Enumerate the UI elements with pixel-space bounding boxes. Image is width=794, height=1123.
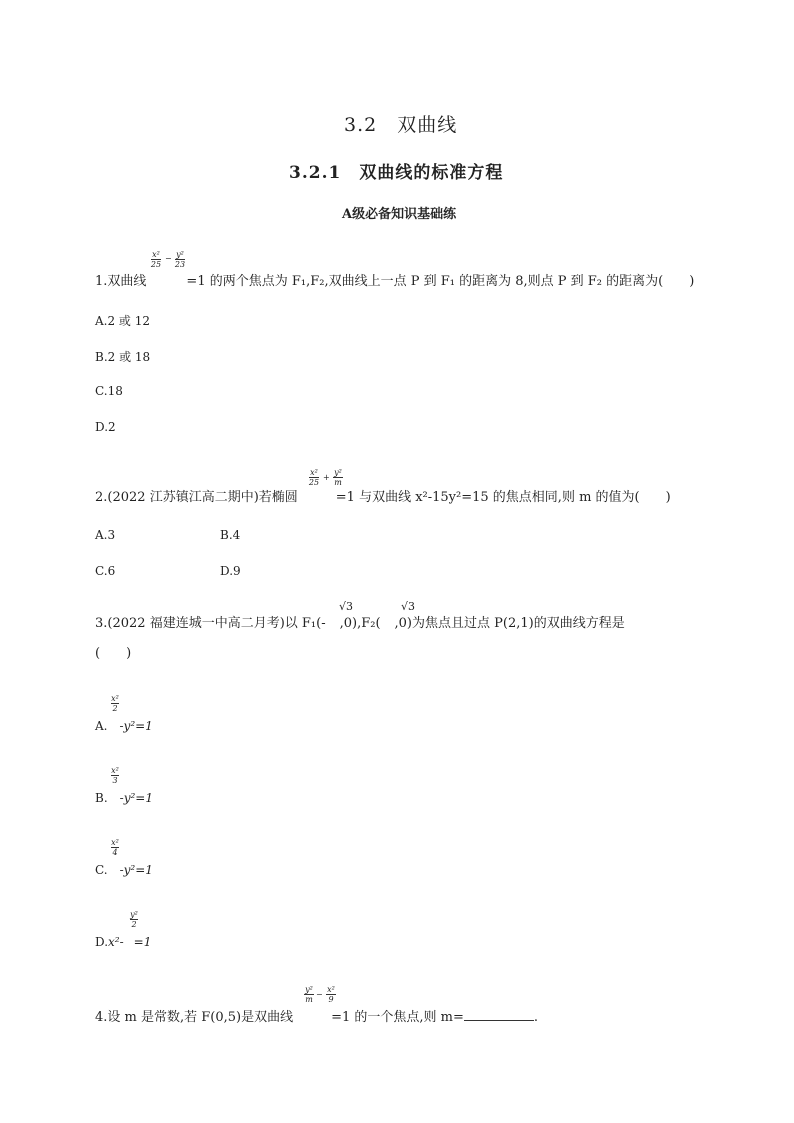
q3-sqrt-1: √3 <box>339 600 354 613</box>
q1-minus: − <box>165 254 172 263</box>
q4-minus: − <box>316 990 323 999</box>
q3-number: 3. <box>95 616 108 631</box>
q1-option-b[interactable]: B.2 或 18 <box>95 350 151 364</box>
q4-fraction-1: y² m <box>305 985 313 1004</box>
q3-option-c[interactable]: C. -y²=1 <box>95 863 153 877</box>
q4-answer-blank[interactable] <box>464 1008 534 1021</box>
q2-fraction-1: x² 25 <box>308 468 320 487</box>
q3-stem-line-1: 3.(2022 福建连城一中高二月考)以 F₁(- ,0),F₂( ,0)为焦点且过点 P(2,1)的双曲线方程是 <box>95 616 625 631</box>
q1-stem: 1.双曲线 =1 的两个焦点为 F₁,F₂,双曲线上一点 P 到 F₁ 的距离为 8,则点 P 到 F₂ 的距离为( ) <box>95 274 695 289</box>
q2-plus: + <box>323 473 330 482</box>
q3-option-b[interactable]: B. -y²=1 <box>95 791 153 805</box>
q2-option-c[interactable]: C.6 <box>95 564 116 578</box>
q2-fraction-2: y² m <box>334 468 342 487</box>
section-title: 3.2 双曲线 <box>344 114 458 136</box>
q3-option-b-fraction: x² 3 <box>111 766 119 785</box>
q3-option-a-fraction: x² 2 <box>111 694 119 713</box>
level-title: A级必备知识基础练 <box>342 207 457 222</box>
q3-option-d[interactable]: D.x²- =1 <box>95 935 152 949</box>
subsection-title: 3.2.1 双曲线的标准方程 <box>289 163 504 183</box>
q1-option-a[interactable]: A.2 或 12 <box>95 314 151 328</box>
q4-number: 4. <box>95 1010 108 1025</box>
q3-option-d-fraction: y² 2 <box>130 910 138 929</box>
q2-option-d[interactable]: D.9 <box>220 564 241 578</box>
q1-number: 1. <box>95 274 108 289</box>
q2-option-a[interactable]: A.3 <box>95 528 116 542</box>
q4-stem: 4.设 m 是常数,若 F(0,5)是双曲线 =1 的一个焦点,则 m= . <box>95 1010 539 1025</box>
q2-stem: 2.(2022 江苏镇江高二期中)若椭圆 =1 与双曲线 x²-15y²=15 的焦点相同,则 m 的值为( ) <box>95 490 671 505</box>
q2-number: 2. <box>95 490 108 505</box>
q1-fraction-2: y² 23 <box>174 250 186 269</box>
q2-option-b[interactable]: B.4 <box>220 528 241 542</box>
q3-stem-line-2: ( ) <box>95 646 132 661</box>
q4-fraction-2: x² 9 <box>327 985 335 1004</box>
q3-sqrt-2: √3 <box>401 600 416 613</box>
q1-option-d[interactable]: D.2 <box>95 420 116 434</box>
q1-option-c[interactable]: C.18 <box>95 384 123 398</box>
q3-option-a[interactable]: A. -y²=1 <box>95 719 153 733</box>
q1-fraction-1: x² 25 <box>150 250 162 269</box>
q3-option-c-fraction: x² 4 <box>111 838 119 857</box>
